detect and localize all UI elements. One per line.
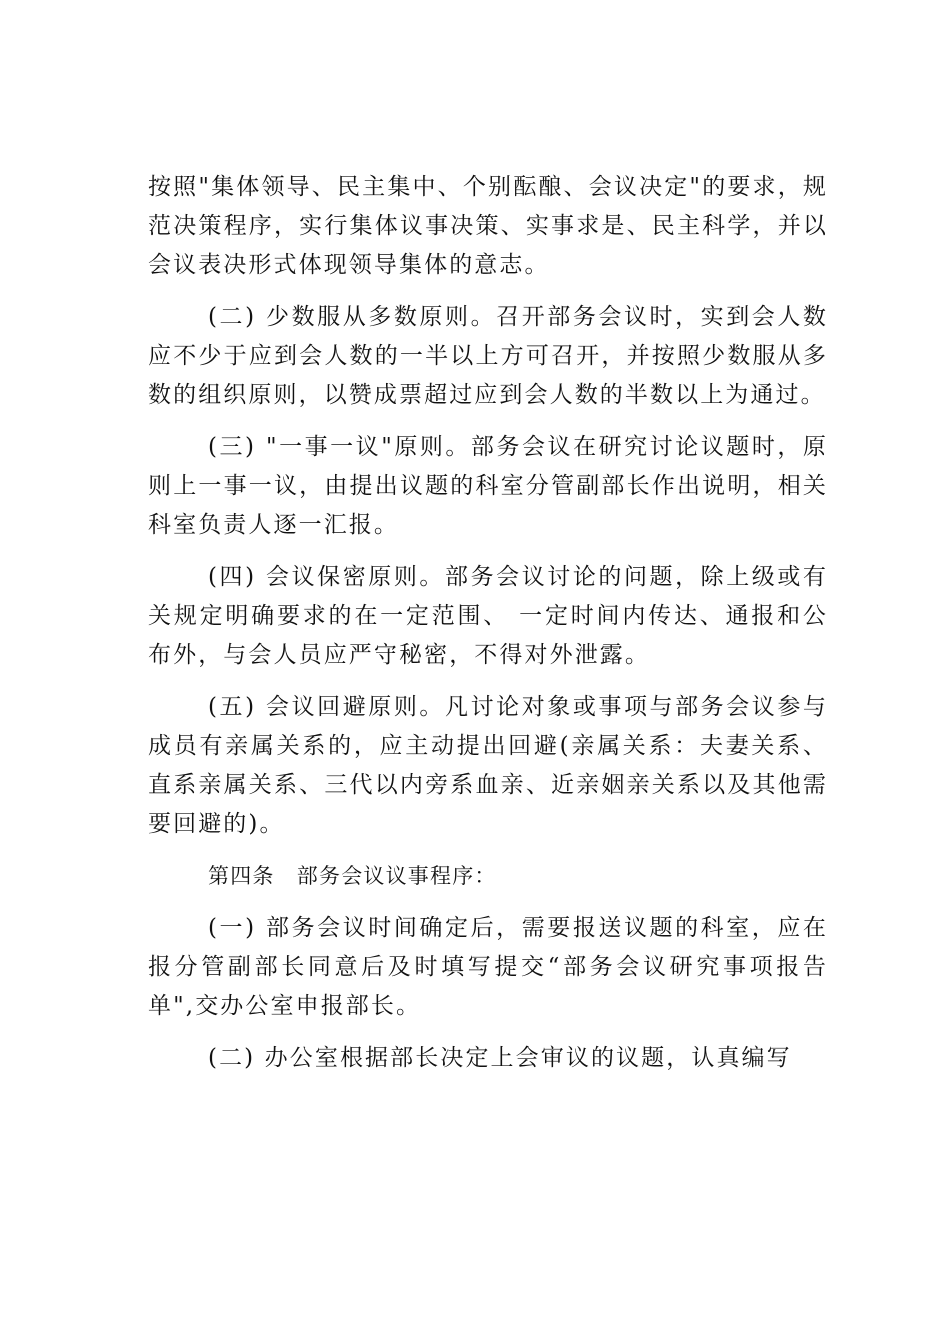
paragraph-recusal-principle: (五) 会议回避原则。凡讨论对象或事项与部务会议参与成员有亲属关系的，应主动提出回避(亲属关系：夫妻关系、直系亲属关系、三代以内旁系血亲、近亲姻亲关系以及其他需要回避的)。 (148, 694, 828, 837)
document-body (148, 168, 828, 1091)
paragraph-procedure-step-two: (二) 办公室根据部长决定上会审议的议题，认真编写 (208, 1045, 792, 1071)
paragraph-decision-principle: 按照"集体领导、民主集中、个别酝酿、会议决定"的要求，规范决策程序，实行集体议事决策、实事求是、民主科学，并以会议表决形式体现领导集体的意志。 (148, 174, 828, 278)
paragraph-one-matter-principle: (三) "一事一议"原则。部务会议在研究讨论议题时，原则上一事一议，由提出议题的科室分管副部长作出说明，相关科室负责人逐一汇报。 (148, 434, 828, 538)
paragraph-confidentiality-principle: (四) 会议保密原则。部务会议讨论的问题，除上级或有关规定明确要求的在一定范围、 一定时间内传达、通报和公布外，与会人员应严守秘密，不得对外泄露。 (148, 564, 828, 668)
paragraph-majority-principle: (二) 少数服从多数原则。召开部务会议时，实到会人数应不少于应到会人数的一半以上方可召开，并按照少数服从多数的组织原则，以赞成票超过应到会人数的半数以上为通过。 (148, 304, 828, 408)
article-four-heading: 第四条 部务会议议事程序： (208, 864, 497, 888)
paragraph-procedure-step-one: (一) 部务会议时间确定后，需要报送议题的科室，应在报分管副部长同意后及时填写提交“部务会议研究事项报告单",交办公室申报部长。 (148, 915, 828, 1019)
